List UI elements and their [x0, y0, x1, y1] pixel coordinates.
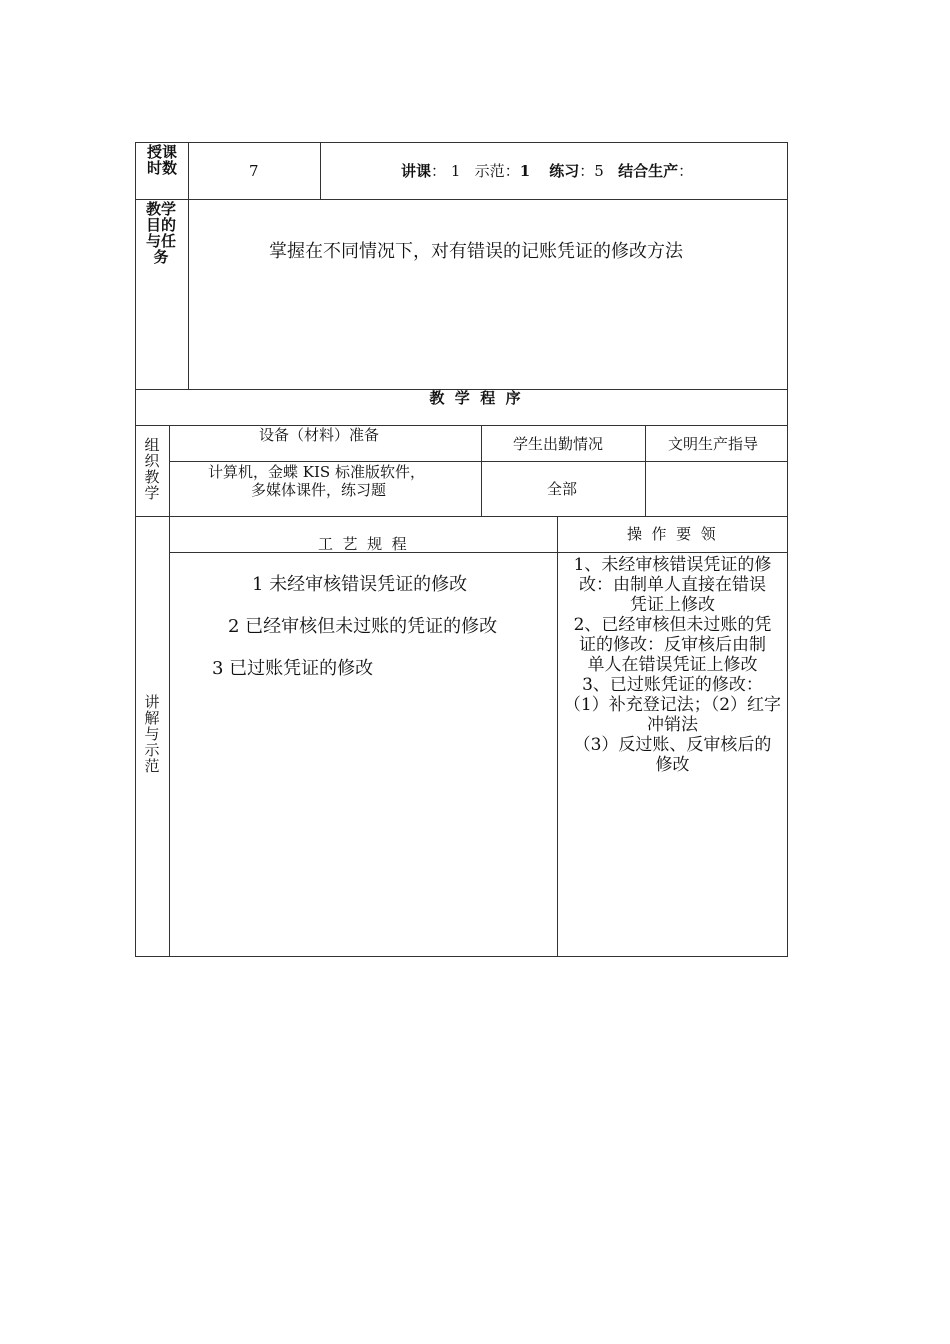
demo-label: 示范: [474, 162, 505, 180]
operation-line: 3、已过账凭证的修改：: [582, 675, 763, 695]
attendance-value: 全部: [547, 480, 578, 498]
row-divider: [169, 552, 788, 553]
operation-line: （3）反过账、反审核后的: [573, 735, 772, 755]
production-label: 结合生产: [618, 162, 679, 180]
col-divider: [188, 142, 189, 389]
lecture-label: 讲课: [401, 162, 432, 180]
equipment-line-1: 计算机，金蝶 KIS 标准版软件，: [208, 463, 425, 481]
row-divider: [135, 516, 788, 517]
operation-line: 修改: [655, 755, 690, 775]
row-divider: [169, 461, 788, 462]
process-item: 1 未经审核错误凭证的修改: [252, 574, 468, 595]
operation-line: 改：由制单人直接在错误: [579, 575, 766, 595]
col-divider: [645, 425, 646, 516]
procedure-title: 教 学 程 序: [429, 389, 521, 407]
objectives-label: 教学目的与任务: [145, 200, 176, 266]
equipment-line-2: 多媒体课件，练习题: [251, 481, 387, 499]
hours-breakdown: 讲课： 1 示范：1 练习：5 结合生产：: [401, 162, 694, 180]
hours-value: 7: [249, 162, 259, 180]
row-divider: [135, 425, 788, 426]
process-item: 2 已经审核但未过账的凭证的修改: [228, 616, 498, 637]
process-header: 工 艺 规 程: [318, 535, 407, 553]
operation-line: 单人在错误凭证上修改: [587, 655, 758, 675]
col-divider: [320, 142, 321, 199]
operation-line: （1）补充登记法；（2）红字: [563, 695, 782, 715]
operation-line: 凭证上修改: [630, 595, 715, 615]
operation-line: 1、未经审核错误凭证的修: [573, 555, 772, 575]
practice-label: 练习: [549, 162, 580, 180]
practice-value: 5: [594, 162, 604, 180]
objectives-text: 掌握在不同情况下，对有错误的记账凭证的修改方法: [269, 241, 683, 262]
lecture-demo-label: 讲解与示范: [144, 693, 160, 775]
attendance-header: 学生出勤情况: [513, 435, 604, 453]
operation-line: 证的修改：反审核后由制: [579, 635, 766, 655]
col-divider: [557, 516, 558, 957]
operation-header: 操 作 要 领: [627, 525, 716, 543]
col-divider: [481, 425, 482, 516]
operation-points: [560, 555, 785, 775]
hours-label: 授课时数: [146, 143, 177, 177]
lesson-plan-table: [135, 142, 788, 957]
row-divider: [135, 199, 788, 200]
process-item: 3 已过账凭证的修改: [212, 658, 374, 679]
col-divider: [169, 425, 170, 957]
operation-line: 2、已经审核但未过账的凭: [573, 615, 772, 635]
civil-production-header: 文明生产指导: [668, 435, 759, 453]
equipment-header: 设备（材料）准备: [259, 426, 380, 444]
demo-value: 1: [519, 162, 531, 180]
operation-line: 冲销法: [647, 715, 698, 735]
organization-label: 组织教学: [144, 436, 160, 502]
lecture-value: 1: [450, 162, 461, 180]
